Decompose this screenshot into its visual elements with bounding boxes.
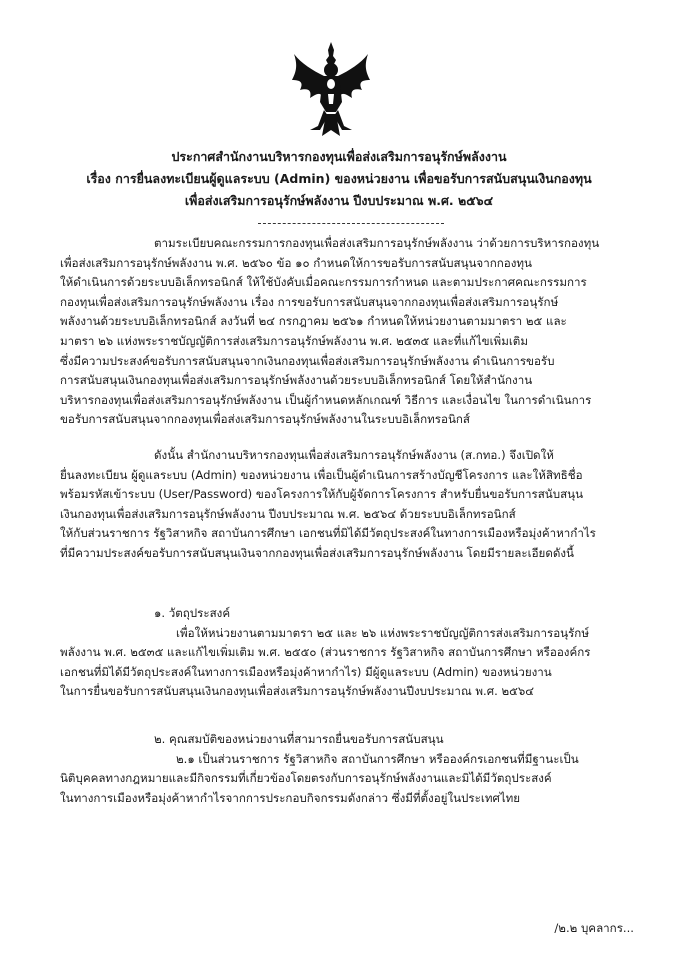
text-line: ยื่นลงทะเบียน ผู้ดูแลระบบ (Admin) ของหน่วยงาน เพื่อเป็นผู้ดำเนินการสร้างบัญชีโครงการ และให้สิทธิชื่อ <box>60 467 583 482</box>
heading-divider <box>258 223 444 224</box>
text-line: เพื่อให้หน่วยงานตามมาตรา ๒๕ และ ๒๖ แห่งพระราชบัญญัติการส่งเสริมการอนุรักษ์ <box>176 625 589 640</box>
text-line: ๒.๑ เป็นส่วนราชการ รัฐวิสาหกิจ สถาบันการศึกษา หรือองค์กรเอกชนที่มีฐานะเป็น <box>176 751 579 766</box>
announcement-heading-line2: เรื่อง การยื่นลงทะเบียนผู้ดูแลระบบ (Admin) ของหน่วยงาน เพื่อขอรับการสนับสนุนเงินกองทุน <box>86 171 592 186</box>
text-line: เพื่อส่งเสริมการอนุรักษ์พลังงาน พ.ศ. ๒๕๖๐ ข้อ ๑๐ กำหนดให้การขอรับการสนับสนุนจากกองทุน <box>60 255 532 270</box>
text-line: ขอรับการสนับสนุนจากกองทุนเพื่อส่งเสริมการอนุรักษ์พลังงานในระบบอิเล็กทรอนิกส์ <box>60 412 470 427</box>
announcement-heading-line3: เพื่อส่งเสริมการอนุรักษ์พลังงาน ปีงบประมาณ พ.ศ. ๒๕๖๔ <box>184 193 494 208</box>
announcement-heading-line1: ประกาศสำนักงานบริหารกองทุนเพื่อส่งเสริมการอนุรักษ์พลังงาน <box>171 149 507 164</box>
section-heading: ๒. คุณสมบัติของหน่วยงานที่สามารถยื่นขอรับการสนับสนุน <box>154 732 444 746</box>
text-line: ให้ดำเนินการด้วยระบบอิเล็กทรอนิกส์ ให้ใช้บังคับเมื่อคณะกรรมการกำหนด และตามประกาศคณะกรรมการ <box>60 275 587 290</box>
text-line: ในทางการเมืองหรือมุ่งค้าหากำไรจากการประกอบกิจกรรมดังกล่าว ซึ่งมีที่ตั้งอยู่ในประเทศไทย <box>60 790 521 805</box>
text-line: ให้กับส่วนราชการ รัฐวิสาหกิจ สถาบันการศึกษา เอกชนที่มิได้มีวัตถุประสงค์ในทางการเมืองหรือมุ่งค้าหากำไร <box>60 526 596 541</box>
text-line: เงินกองทุนเพื่อส่งเสริมการอนุรักษ์พลังงาน ปีงบประมาณ พ.ศ. ๒๕๖๔ ด้วยระบบอิเล็กทรอนิกส์ <box>60 506 516 521</box>
text-line: ตามระเบียบคณะกรรมการกองทุนเพื่อส่งเสริมการอนุรักษ์พลังงาน ว่าด้วยการบริหารกองทุน <box>154 236 600 250</box>
section-qualifications <box>60 730 628 808</box>
garuda-emblem-icon <box>290 40 372 140</box>
text-line: การสนับสนุนเงินกองทุนเพื่อส่งเสริมการอนุรักษ์พลังงานด้วยระบบอิเล็กทรอนิกส์ โดยให้สำนักงาน <box>60 373 533 388</box>
text-line: พลังงาน พ.ศ. ๒๕๓๕ และแก้ไขเพิ่มเติม พ.ศ. ๒๕๕๐ (ส่วนราชการ รัฐวิสาหกิจ สถาบันการศึกษา หรือองค์กร <box>60 645 591 660</box>
text-line: พร้อมรหัสเข้าระบบ (User/Password) ของโครงการให้กับผู้จัดการโครงการ สำหรับยื่นขอรับการสนับสนุน <box>60 487 583 502</box>
text-line: เอกชนที่มิได้มีวัตถุประสงค์ในทางการเมืองหรือมุ่งค้าหากำไร) มีผู้ดูแลระบบ (Admin) ของหน่วยงาน <box>60 664 552 679</box>
text-line: มาตรา ๒๖ แห่งพระราชบัญญัติการส่งเสริมการอนุรักษ์พลังงาน พ.ศ. ๒๕๓๕ และที่แก้ไขเพิ่มเติม <box>60 333 528 348</box>
text-line: พลังงานด้วยระบบอิเล็กทรอนิกส์ ลงวันที่ ๒๔ กรกฎาคม ๒๕๖๑ กำหนดให้หน่วยงานตามมาตรา ๒๕ และ <box>60 314 567 329</box>
text-line: กองทุนเพื่อส่งเสริมการอนุรักษ์พลังงาน เรื่อง การขอรับการสนับสนุนจากกองทุนเพื่อส่งเสริมการอนุรักษ์ <box>60 294 559 309</box>
text-line: ดังนั้น สำนักงานบริหารกองทุนเพื่อส่งเสริมการอนุรักษ์พลังงาน (ส.กทอ.) จึงเปิดให้ <box>154 448 554 462</box>
text-line: ในการยื่นขอรับการสนับสนุนเงินกองทุนเพื่อส่งเสริมการอนุรักษ์พลังงานปีงบประมาณ พ.ศ. ๒๕๖๔ <box>60 684 534 699</box>
paragraph-intro <box>60 234 628 430</box>
text-line: บริหารกองทุนเพื่อส่งเสริมการอนุรักษ์พลังงาน เป็นผู้กำหนดหลักเกณฑ์ วิธีการ และเงื่อนไข ในการดำเนินการ <box>60 392 592 407</box>
text-line: ที่มีความประสงค์ขอรับการสนับสนุนเงินจากกองทุนเพื่อส่งเสริมการอนุรักษ์พลังงาน โดยมีรายละเอียดดังนี้ <box>60 545 574 560</box>
section-objective <box>60 604 628 702</box>
text-line: นิติบุคคลทางกฎหมายและมีกิจกรรมที่เกี่ยวข้องโดยตรงกับการอนุรักษ์พลังงานและมิได้มีวัตถุประสงค์ <box>60 771 552 786</box>
paragraph-announcement <box>60 446 628 564</box>
text-line: ซึ่งมีความประสงค์ขอรับการสนับสนุนจากเงินกองทุนเพื่อส่งเสริมการอนุรักษ์พลังงาน ดำเนินการขอรับ <box>60 353 555 368</box>
section-heading: ๑. วัตถุประสงค์ <box>154 606 231 620</box>
continuation-marker: /๒.๒ บุคลากร... <box>554 921 634 935</box>
